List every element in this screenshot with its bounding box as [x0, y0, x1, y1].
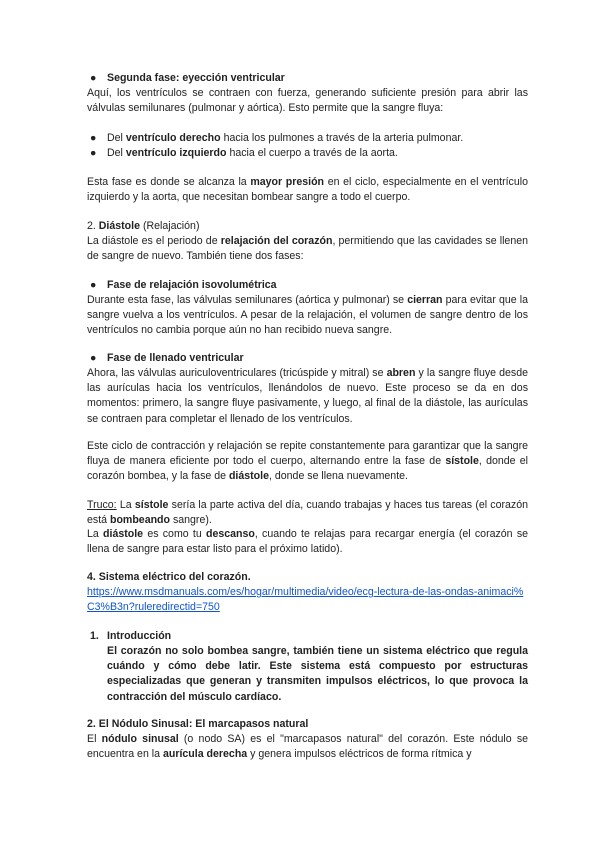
fase-relajacion-body: Durante esta fase, las válvulas semilunares (aórtica y pulmonar) se cierran para evitar que la sangre vuelva a los ventrículos. A pesar de la relajación, el volumen de sangre dentro de los ventrículos no cambia porque aún no han recibido nueva sangre.: [87, 294, 528, 337]
truco-paragraph-2: La diástole es como tu descanso, cuando te relajas para recargar energía (el corazón se llena de sangre para estar listo para el próximo latido).: [87, 528, 529, 556]
fase-llenado-title: Fase de llenado ventricular: [107, 352, 244, 364]
bullet-dot: ●: [90, 352, 97, 364]
diastole-intro: La diástole es el periodo de relajación del corazón, permitiendo que las cavidades se llenen de sangre de nuevo. También tiene dos fases:: [87, 235, 529, 263]
nodo-body: El nódulo sinusal (o nodo SA) es el "marcapasos natural" del corazón. Este nódulo se encuentra en la aurícula derecha y genera impulsos eléctricos de forma rítmica y: [87, 733, 529, 761]
bullet-dot: ●: [90, 147, 97, 159]
truco-paragraph: Truco: La sístole sería la parte activa del día, cuando trabajas y haces tus tareas (el corazón está bombeando sangre).: [87, 499, 528, 527]
fase2-paragraph: Aquí, los ventrículos se contraen con fuerza, generando suficiente presión para abrir las válvulas semilunares (pulmonar y aórtica). Esto permite que la sangre fluya:: [87, 87, 528, 115]
section-title: 4. Sistema eléctrico del corazón.: [87, 571, 251, 583]
fase2-title: Segunda fase: eyección ventricular: [107, 72, 285, 84]
ciclo-paragraph: Este ciclo de contracción y relajación se repite constantemente para garantizar que la sangre fluya de manera eficiente por todo el cuerpo, alternando entre la fase de sístole, donde el corazón bombea, y la fase de diástole, donde se llena nuevamente.: [87, 440, 528, 483]
bullet-dot: ●: [90, 279, 97, 291]
intro-title: Introducción: [107, 630, 172, 642]
fase2-summary: Esta fase es donde se alcanza la mayor presión en el ciclo, especialmente en el ventrículo izquierdo y la aorta, que necesitan bombear sangre a todo el cuerpo.: [87, 176, 528, 204]
diastole-heading: 2. Diástole (Relajación): [87, 220, 200, 232]
list-item: Del ventrículo izquierdo hacia el cuerpo a través de la aorta.: [107, 147, 398, 159]
list-item: Del ventrículo derecho hacia los pulmones a través de la arteria pulmonar.: [107, 132, 464, 144]
nodo-title: 2. El Nódulo Sinusal: El marcapasos natural: [87, 718, 309, 730]
intro-body: El corazón no solo bombea sangre, también tiene un sistema eléctrico que regula cuándo y cómo debe latir. Este sistema está compuesto por estructuras especializadas que generan y transmiten impulsos eléctricos, lo que provoca la contracción del músculo cardíaco.: [107, 645, 528, 703]
bullet-dot: ●: [90, 132, 97, 144]
fase-llenado-body: Ahora, las válvulas auriculoventriculares (tricúspide y mitral) se abren y la sangre fluye desde las aurículas hacia los ventrículos, llenándolos de nuevo. Este proceso se da en dos momentos: primero, la sangre fluye pasivamente, y luego, al final de la diástole, las aurículas se contraen para completar el llenado de los ventrículos.: [87, 367, 528, 425]
bullet-dot: ●: [90, 72, 97, 84]
fase-relajacion-title: Fase de relajación isovolumétrica: [107, 279, 277, 291]
intro-number: 1.: [90, 630, 99, 642]
video-link[interactable]: https://www.msdmanuals.com/es/hogar/multimedia/video/ecg-lectura-de-las-ondas-animaci%C3%B3n?ruleredirectid=750: [87, 586, 524, 614]
